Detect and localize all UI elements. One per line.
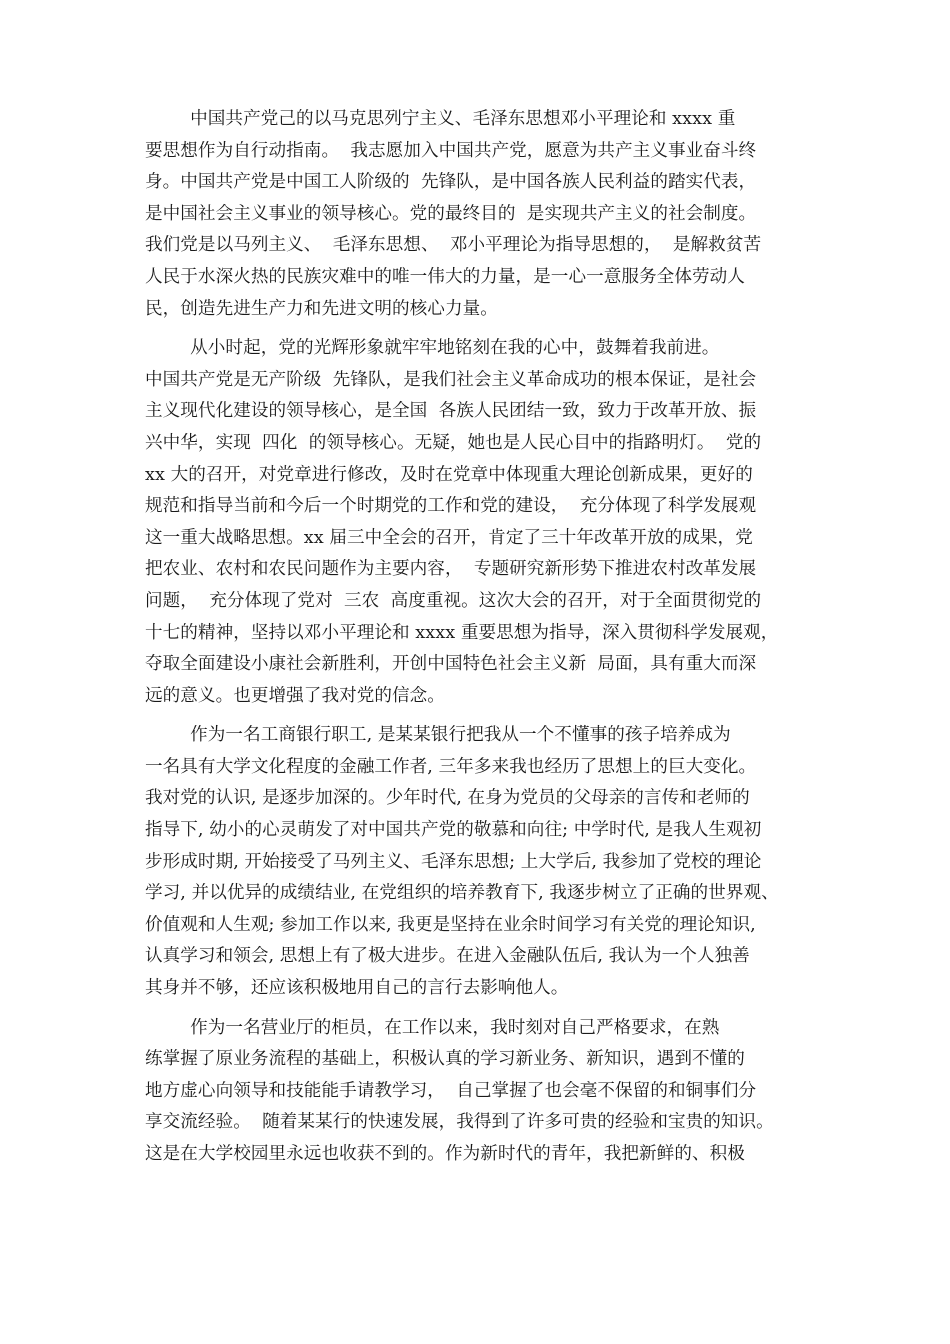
text-line: 远的意义。也更增强了我对党的信念。 xyxy=(145,685,445,706)
text-line: 夺取全面建设小康社会新胜利，开创中国特色社会主义新 局面，具有重大而深 xyxy=(145,654,757,675)
paragraph-1 xyxy=(145,104,815,325)
text-line: 人民于水深火热的民族灾难中的唯一伟大的力量，是一心一意服务全体劳动人 xyxy=(145,266,745,287)
text-line: 作为一名营业厅的柜员，在工作以来，我时刻对自己严格要求，在熟 xyxy=(145,1017,720,1038)
text-line: 一名具有大学文化程度的金融工作者, 三年多来我也经历了思想上的巨大变化。 xyxy=(145,756,757,777)
text-line: 规范和指导当前和今后一个时期党的工作和党的建设， 充分体现了科学发展观 xyxy=(145,496,757,517)
text-line: 我对党的认识, 是逐步加深的。少年时代, 在身为党员的父母亲的言传和老师的 xyxy=(145,788,750,809)
text-line: 中国共产党己的以马克思列宁主义、毛泽东思想邓小平理论和 xxxx 重 xyxy=(145,109,736,129)
text-line: 兴中华，实现 四化 的领导核心。无疑，她也是人民心目中的指路明灯。 党的 xyxy=(145,432,762,453)
text-line: 认真学习和领会, 思想上有了极大进步。在进入金融队伍后, 我认为一个人独善 xyxy=(145,946,750,967)
text-line: 价值观和人生观; 参加工作以来, 我更是坚持在业余时间学习有关党的理论知识, xyxy=(145,914,756,935)
paragraph-4 xyxy=(145,1013,815,1171)
text-line: 我们党是以马列主义、 毛泽东思想、 邓小平理论为指导思想的， 是解救贫苦 xyxy=(145,235,762,256)
text-line: 这一重大战略思想。xx 届三中全会的召开，肯定了三十年改革开放的成果，党 xyxy=(145,527,753,548)
text-line: 把农业、农村和农民问题作为主要内容， 专题研究新形势下推进农村改革发展 xyxy=(145,559,757,580)
text-line: 学习, 并以优异的成绩结业, 在党组织的培养教育下, 我逐步树立了正确的世界观、 xyxy=(145,883,779,904)
text-line: 十七的精神，坚持以邓小平理论和 xxxx 重要思想为指导，深入贯彻科学发展观， xyxy=(145,622,779,643)
text-line: 步形成时期, 开始接受了马列主义、毛泽东思想; 上大学后, 我参加了党校的理论 xyxy=(145,851,762,872)
text-line: 地方虚心向领导和技能能手请教学习， 自己掌握了也会毫不保留的和铜事们分 xyxy=(145,1080,757,1101)
text-line: 主义现代化建设的领导核心，是全国 各族人民团结一致，致力于改革开放、振 xyxy=(145,401,757,422)
text-line: 要思想作为自行动指南。 我志愿加入中国共产党，愿意为共产主义事业奋斗终 xyxy=(145,140,757,161)
text-line: 这是在大学校园里永远也收获不到的。作为新时代的青年，我把新鲜的、积极 xyxy=(145,1144,745,1164)
text-line: 作为一名工商银行职工, 是某某银行把我从一个不懂事的孩子培养成为 xyxy=(145,725,731,746)
document-body xyxy=(145,104,815,1171)
text-line: 练掌握了原业务流程的基础上，积极认真的学习新业务、新知识，遇到不懂的 xyxy=(145,1049,745,1070)
text-line: 中国共产党是无产阶级 先锋队，是我们社会主义革命成功的根本保证，是社会 xyxy=(145,369,757,390)
text-line: 问题， 充分体现了党对 三农 高度重视。这次大会的召开，对于全面贯彻党的 xyxy=(145,590,762,611)
text-line: 其身并不够，还应该积极地用自己的言行去影响他人。 xyxy=(145,978,569,999)
text-line: 民，创造先进生产力和先进文明的核心力量。 xyxy=(145,298,498,319)
text-line: 身。中国共产党是中国工人阶级的 先锋队，是中国各族人民利益的踏实代表， xyxy=(145,172,757,193)
paragraph-2 xyxy=(145,333,815,712)
text-line: xx 大的召开，对党章进行修改，及时在党章中体现重大理论创新成果，更好的 xyxy=(145,464,753,485)
text-line: 从小时起，党的光辉形象就牢牢地铭刻在我的心中，鼓舞着我前进。 xyxy=(145,338,720,359)
text-line: 指导下, 幼小的心灵萌发了对中国共产党的敬慕和向往; 中学时代, 是我人生观初 xyxy=(145,820,762,841)
text-line: 是中国社会主义事业的领导核心。党的最终目的 是实现共产主义的社会制度。 xyxy=(145,203,757,224)
paragraph-3 xyxy=(145,720,815,1004)
text-line: 享交流经验。 随着某某行的快速发展，我得到了许多可贵的经验和宝贵的知识。 xyxy=(145,1112,774,1133)
